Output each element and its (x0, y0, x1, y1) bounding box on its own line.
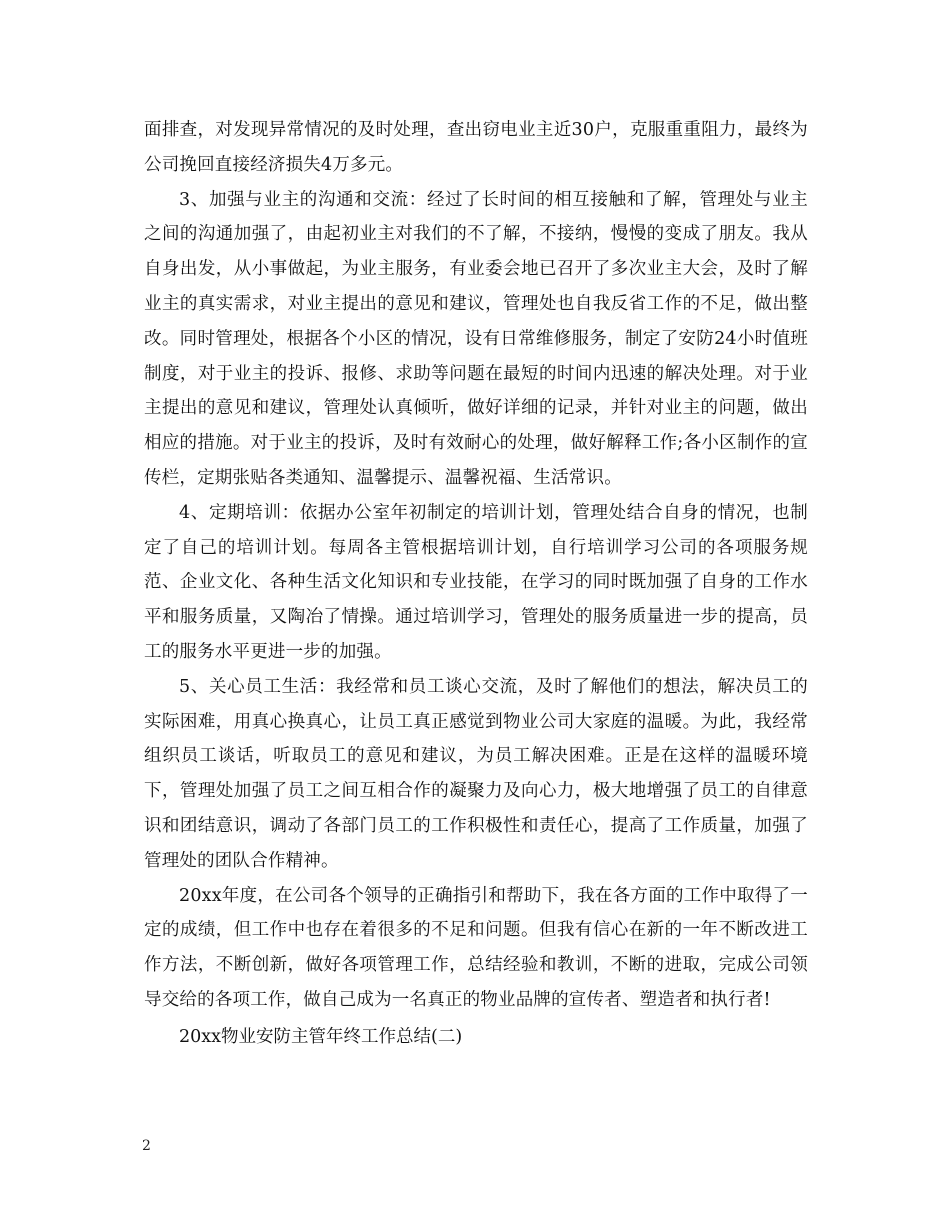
paragraph-continued: 面排查，对发现异常情况的及时处理，查出窃电业主近30户，克服重重阻力，最终为公司挽回直接经济损失4万多元。 (144, 120, 808, 175)
paragraph-training: 4、定期培训：依据办公室年初制定的培训计划，管理处结合自身的情况，也制定了自己的培训计划。每周各主管根据培训计划，自行培训学习公司的各项服务规范、企业文化、各种生活文化知识和专业技能，在学习的同时既加强了自身的工作水平和服务质量，又陶冶了情操。通过培训学习，管理处的服务质量进一步的提高，员工的服务水平更进一步的加强。 (144, 502, 808, 662)
paragraph-conclusion: 20xx年度，在公司各个领导的正确指引和帮助下，我在各方面的工作中取得了一定的成绩，但工作中也存在着很多的不足和问题。但我有信心在新的一年不断改进工作方法，不断创新，做好各项管理工作，总结经验和教训，不断的进取，完成公司领导交给的各项工作，做自己成为一名真正的物业品牌的宣传者、塑造者和执行者! (144, 885, 808, 1010)
section-title: 20xx物业安防主管年终工作总结(二) (179, 1026, 463, 1047)
page-number: 2 (142, 1138, 151, 1154)
document-body (144, 113, 808, 1055)
paragraph-employee-care: 5、关心员工生活：我经常和员工谈心交流，及时了解他们的想法，解决员工的实际困难，用真心换真心，让员工真正感觉到物业公司大家庭的温暖。为此，我经常组织员工谈话，听取员工的意见和建议，为员工解决困难。正是在这样的温暖环境下，管理处加强了员工之间互相合作的凝聚力及向心力，极大地增强了员工的自律意识和团结意识，调动了各部门员工的工作积极性和责任心，提高了工作质量，加强了管理处的团队合作精神。 (144, 676, 808, 871)
paragraph-communication: 3、加强与业主的沟通和交流：经过了长时间的相互接触和了解，管理处与业主之间的沟通加强了，由起初业主对我们的不了解，不接纳，慢慢的变成了朋友。我从自身出发，从小事做起，为业主服务，有业委会地已召开了多次业主大会，及时了解业主的真实需求，对业主提出的意见和建议，管理处也自我反省工作的不足，做出整改。同时管理处，根据各个小区的情况，设有日常维修服务，制定了安防24小时值班制度，对于业主的投诉、报修、求助等问题在最短的时间内迅速的解决处理。对于业主提出的意见和建议，管理处认真倾听，做好详细的记录，并针对业主的问题，做出相应的措施。对于业主的投诉，及时有效耐心的处理，做好解释工作;各小区制作的宣传栏，定期张贴各类通知、温馨提示、温馨祝福、生活常识。 (144, 189, 808, 488)
